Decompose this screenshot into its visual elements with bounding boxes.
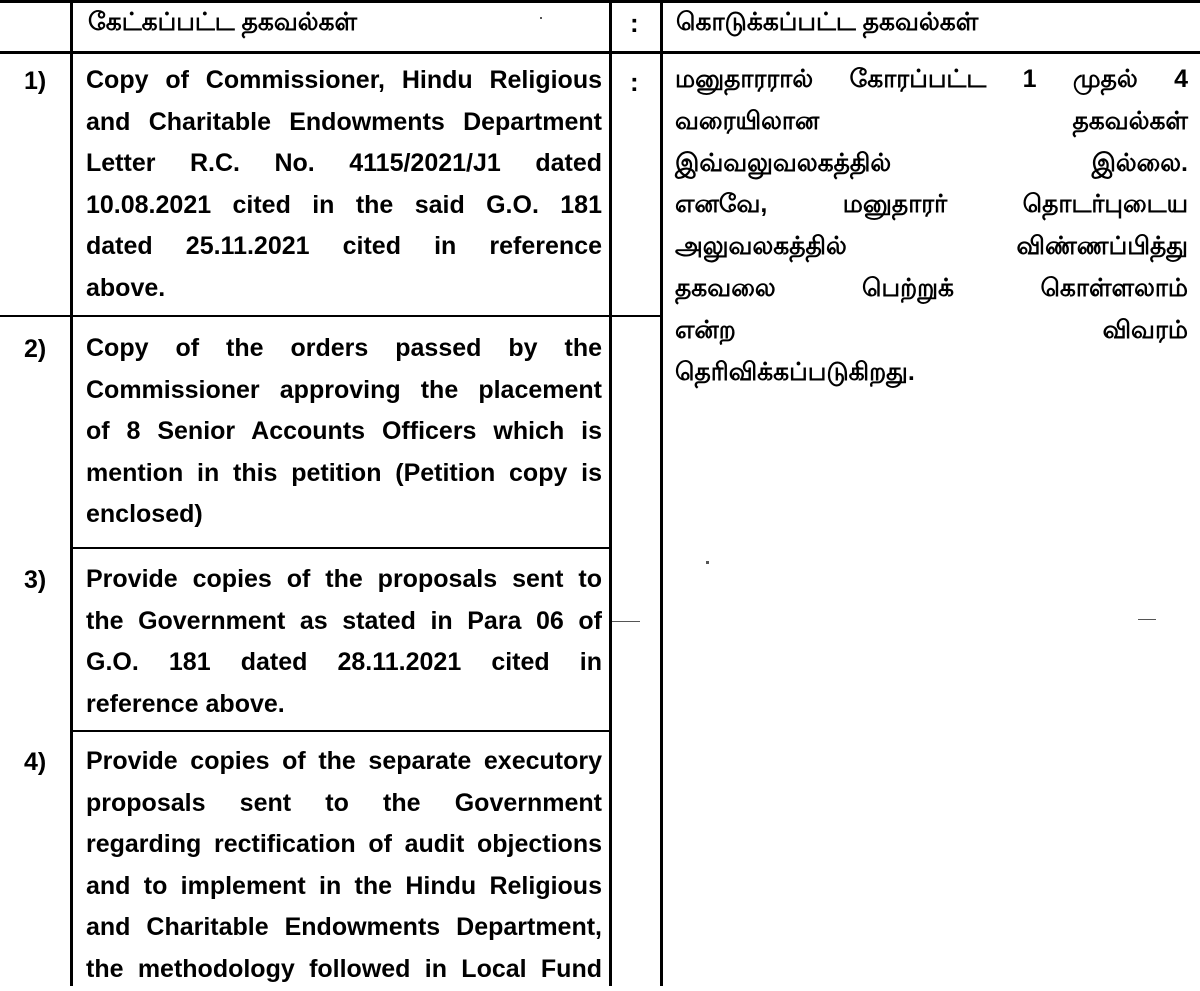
header-separator: : bbox=[630, 8, 639, 38]
header-provided-info: கொடுக்கப்பட்ட தகவல்கள் bbox=[676, 8, 979, 36]
header-bottom-border bbox=[0, 51, 1200, 54]
text-line: இவ்வலுவலகத்தில் இல்லை. bbox=[675, 148, 1188, 177]
text-line: மனுதாரரால் கோரப்பட்ட 1 முதல் 4 bbox=[675, 65, 1188, 93]
text-line: எனவே, மனுதாரர் தொடர்புடைய bbox=[675, 190, 1188, 219]
text-line: and to implement in the Hindu Religious bbox=[86, 871, 602, 900]
text-line: 10.08.2021 cited in the said G.O. 181 bbox=[86, 190, 602, 219]
col-divider-colon bbox=[660, 0, 663, 986]
table-top-border bbox=[0, 0, 1200, 3]
text-line: proposals sent to the Government bbox=[86, 788, 602, 817]
text-line: regarding rectification of audit objections bbox=[86, 830, 602, 859]
text-line: mention in this petition (Petition copy is bbox=[86, 458, 602, 487]
scan-mark bbox=[706, 561, 709, 564]
scan-mark bbox=[612, 621, 640, 622]
col-divider-number bbox=[70, 0, 73, 986]
row1-bottom-border bbox=[0, 315, 663, 317]
text-line: dated 25.11.2021 cited in reference bbox=[86, 232, 602, 261]
row2-bottom-border bbox=[70, 547, 612, 549]
row-number: 2) bbox=[24, 335, 47, 363]
text-line: தெரிவிக்கப்படுகிறது. bbox=[675, 357, 915, 386]
row-request-text bbox=[86, 328, 602, 536]
text-line: Provide copies of the proposals sent to bbox=[86, 565, 602, 593]
row3-bottom-border bbox=[70, 730, 612, 732]
text-line: reference above. bbox=[86, 689, 285, 718]
text-line: Commissioner approving the placement bbox=[86, 375, 602, 404]
row-request-text bbox=[86, 741, 602, 991]
text-line: above. bbox=[86, 273, 166, 302]
text-line: அலுவலகத்தில் விண்ணப்பித்து bbox=[675, 232, 1188, 261]
text-line: G.O. 181 dated 28.11.2021 cited in bbox=[86, 648, 602, 677]
row1-separator: : bbox=[630, 67, 639, 97]
text-line: Copy of the orders passed by the bbox=[86, 334, 602, 362]
text-line: and Charitable Endowments Department bbox=[86, 107, 602, 136]
row-request-text bbox=[86, 60, 602, 310]
response-text bbox=[675, 59, 1188, 393]
text-line: என்ற விவரம் bbox=[675, 315, 1188, 344]
row-request-text bbox=[86, 559, 602, 725]
scan-mark bbox=[540, 17, 542, 19]
row-number: 3) bbox=[24, 566, 47, 594]
col-divider-requested bbox=[609, 0, 612, 986]
row-number: 1) bbox=[24, 67, 47, 95]
text-line: Provide copies of the separate executory bbox=[86, 747, 602, 775]
text-line: of 8 Senior Accounts Officers which is bbox=[86, 417, 602, 446]
text-line: வரையிலான தகவல்கள் bbox=[675, 106, 1188, 135]
text-line: the methodology followed in Local Fund bbox=[86, 954, 602, 983]
text-line: Letter R.C. No. 4115/2021/J1 dated bbox=[86, 149, 602, 178]
scan-mark bbox=[1138, 619, 1156, 620]
text-line: enclosed) bbox=[86, 500, 203, 529]
text-line: தகவலை பெற்றுக் கொள்ளலாம் bbox=[675, 273, 1188, 302]
text-line: the Government as stated in Para 06 of bbox=[86, 606, 602, 635]
text-line: and Charitable Endowments Department, bbox=[86, 913, 602, 942]
text-line: Copy of Commissioner, Hindu Religious bbox=[86, 66, 602, 94]
header-requested-info: கேட்கப்பட்ட தகவல்கள் bbox=[88, 8, 358, 36]
row-number: 4) bbox=[24, 748, 47, 776]
